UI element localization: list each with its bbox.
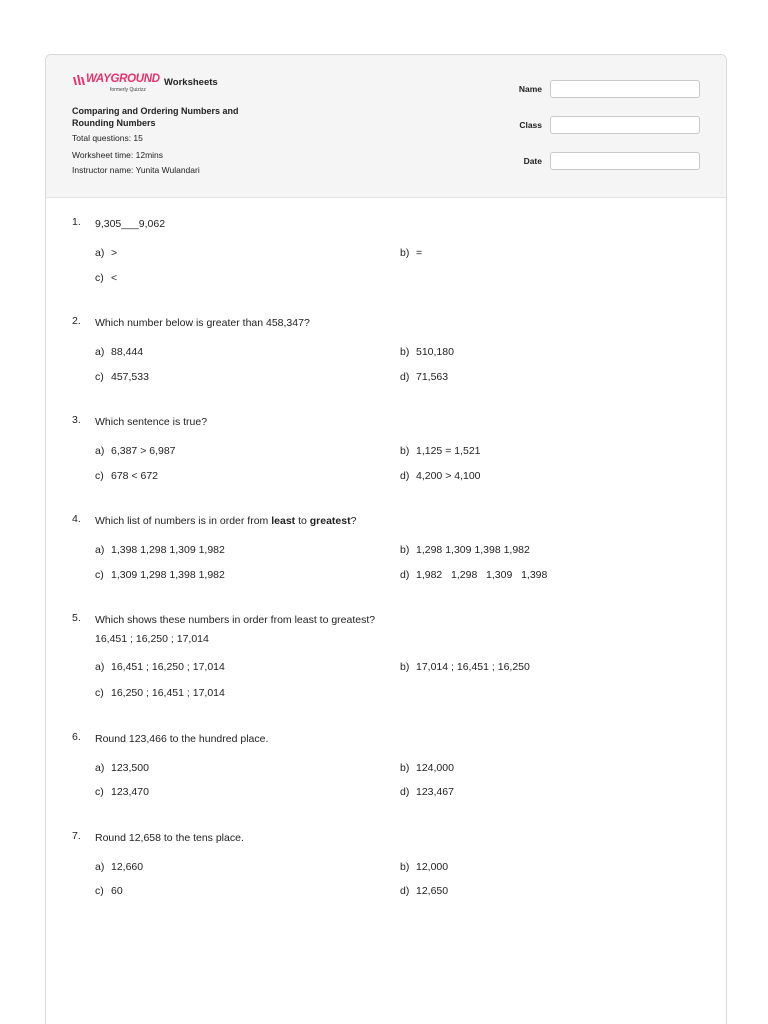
question-text: 9,305___9,062 — [95, 218, 166, 230]
question-text: Round 12,658 to the tens place. — [95, 832, 244, 844]
option-d[interactable] — [400, 371, 448, 383]
option-letter: c) — [95, 687, 104, 699]
option-text: 123,500 — [111, 762, 149, 774]
option-letter: d) — [400, 371, 410, 383]
option-a[interactable] — [95, 661, 225, 673]
option-letter: b) — [400, 544, 410, 556]
option-a[interactable] — [95, 544, 225, 556]
option-text: 123,470 — [111, 786, 149, 798]
option-a[interactable] — [95, 247, 117, 259]
question-number: 4. — [72, 513, 81, 525]
option-d[interactable] — [400, 786, 454, 798]
question-text-part: ? — [350, 515, 357, 527]
name-field[interactable] — [550, 80, 700, 98]
option-c[interactable] — [95, 569, 225, 581]
option-a[interactable] — [95, 762, 149, 774]
question-text-part: Which list of numbers is in order from — [95, 515, 272, 527]
option-letter: a) — [95, 861, 105, 873]
option-c[interactable] — [95, 885, 123, 897]
option-letter: c) — [95, 786, 104, 798]
option-c[interactable] — [95, 371, 149, 383]
emphasis-greatest: greatest — [309, 515, 351, 527]
option-letter: b) — [400, 247, 410, 259]
wayground-logo — [72, 73, 162, 93]
option-text: 1,298 1,309 1,398 1,982 — [416, 544, 530, 556]
option-letter: c) — [95, 272, 104, 284]
date-field[interactable] — [550, 152, 700, 170]
option-letter: a) — [95, 445, 105, 457]
question-number: 7. — [72, 830, 81, 842]
option-text: 123,467 — [416, 786, 454, 798]
question-text: Which shows these numbers in order from least to greatest? — [95, 614, 376, 626]
option-a[interactable] — [95, 445, 176, 457]
option-text: 510,180 — [416, 346, 454, 358]
option-d[interactable] — [400, 569, 547, 581]
question-number: 2. — [72, 315, 81, 327]
logo-text: WAYGROUND — [86, 73, 160, 85]
emphasis-least: least — [271, 515, 296, 527]
option-a[interactable] — [95, 346, 143, 358]
option-text: 678 < 672 — [111, 470, 159, 482]
question-number: 6. — [72, 731, 81, 743]
worksheet-time: Worksheet time: 12mins — [72, 150, 164, 160]
logo-subtext: formerly Quizizz — [110, 87, 146, 93]
option-text: 12,000 — [416, 861, 449, 873]
option-letter: d) — [400, 885, 410, 897]
option-letter: d) — [400, 470, 410, 482]
option-text: 6,387 > 6,987 — [111, 445, 176, 457]
option-text: 12,650 — [416, 885, 449, 897]
instructor-name: Instructor name: Yunita Wulandari — [72, 165, 200, 175]
option-text: < — [111, 272, 118, 284]
option-text: 16,250 ; 16,451 ; 17,014 — [111, 687, 225, 699]
class-label: Class — [519, 120, 542, 130]
question-text: Which sentence is true? — [95, 416, 208, 428]
worksheet-title: Comparing and Ordering Numbers and Rounding Numbers — [72, 106, 239, 128]
option-text: 17,014 ; 16,451 ; 16,250 — [416, 661, 530, 673]
option-b[interactable] — [400, 861, 448, 873]
option-text: 124,000 — [416, 762, 454, 774]
question-text — [95, 513, 356, 529]
name-label: Name — [518, 84, 542, 94]
option-text: 1,125 = 1,521 — [416, 445, 481, 457]
question-number: 3. — [72, 414, 81, 426]
question-text: Round 123,466 to the hundred place. — [95, 733, 269, 745]
logo-mark-icon — [72, 75, 86, 86]
option-c[interactable] — [95, 687, 225, 699]
option-letter: a) — [95, 661, 105, 673]
date-label: Date — [523, 156, 542, 166]
option-letter: c) — [95, 470, 104, 482]
total-questions: Total questions: 15 — [72, 133, 143, 143]
worksheet-header — [46, 55, 726, 198]
option-c[interactable] — [95, 786, 149, 798]
option-letter: b) — [400, 861, 410, 873]
option-letter: a) — [95, 346, 105, 358]
option-letter: b) — [400, 445, 410, 457]
option-letter: d) — [400, 786, 410, 798]
option-b[interactable] — [400, 762, 454, 774]
option-b[interactable] — [400, 445, 481, 457]
option-letter: b) — [400, 346, 410, 358]
option-letter: a) — [95, 247, 105, 259]
question-text: Which number below is greater than 458,347? — [95, 317, 310, 329]
option-letter: c) — [95, 885, 104, 897]
option-text: 4,200 > 4,100 — [416, 470, 481, 482]
app-label: Worksheets — [164, 77, 218, 88]
option-d[interactable] — [400, 885, 448, 897]
option-letter: a) — [95, 762, 105, 774]
option-text: 88,444 — [111, 346, 144, 358]
question-text-line2: 16,451 ; 16,250 ; 17,014 — [95, 633, 209, 645]
option-letter: b) — [400, 762, 410, 774]
option-text: = — [416, 247, 423, 259]
option-letter: c) — [95, 371, 104, 383]
option-text: > — [111, 247, 118, 259]
class-field[interactable] — [550, 116, 700, 134]
option-letter: a) — [95, 544, 105, 556]
option-b[interactable] — [400, 661, 530, 673]
option-text: 1,982 1,298 1,309 1,398 — [416, 569, 548, 581]
option-c[interactable] — [95, 470, 158, 482]
option-a[interactable] — [95, 861, 143, 873]
option-c[interactable] — [95, 272, 117, 284]
question-number: 1. — [72, 216, 81, 228]
question-number: 5. — [72, 612, 81, 624]
option-text: 12,660 — [111, 861, 144, 873]
option-text: 457,533 — [111, 371, 149, 383]
option-d[interactable] — [400, 470, 481, 482]
option-b[interactable] — [400, 346, 454, 358]
option-b[interactable] — [400, 544, 530, 556]
question-text-part: to — [295, 515, 310, 527]
option-letter: c) — [95, 569, 104, 581]
option-text: 1,309 1,298 1,398 1,982 — [111, 569, 225, 581]
option-text: 16,451 ; 16,250 ; 17,014 — [111, 661, 225, 673]
option-letter: d) — [400, 569, 410, 581]
option-text: 1,398 1,298 1,309 1,982 — [111, 544, 225, 556]
worksheet-page — [45, 54, 727, 1024]
option-b[interactable] — [400, 247, 422, 259]
option-letter: b) — [400, 661, 410, 673]
option-text: 60 — [111, 885, 123, 897]
option-text: 71,563 — [416, 371, 449, 383]
